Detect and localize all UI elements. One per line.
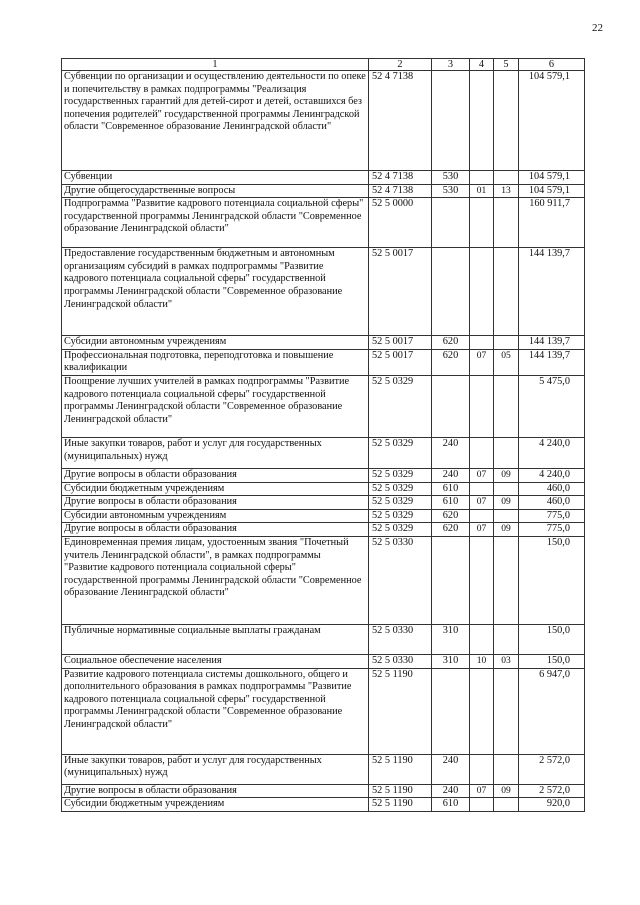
row-name: Субсидии автономным учреждениям [62, 336, 369, 350]
row-code: 52 5 0329 [369, 437, 432, 468]
row-sum: 150,0 [519, 654, 585, 668]
row-vr: 240 [432, 468, 470, 482]
row-pr [494, 198, 519, 248]
row-vr: 530 [432, 184, 470, 198]
row-code: 52 5 0329 [369, 523, 432, 537]
row-code: 52 5 0330 [369, 654, 432, 668]
table-row [62, 468, 585, 482]
row-vr [432, 668, 470, 754]
row-sum: 150,0 [519, 536, 585, 624]
row-rz [470, 375, 494, 437]
row-rz [470, 668, 494, 754]
row-code: 52 5 0000 [369, 198, 432, 248]
row-sum: 144 139,7 [519, 336, 585, 350]
row-code: 52 4 7138 [369, 184, 432, 198]
row-rz [470, 754, 494, 784]
row-sum: 144 139,7 [519, 349, 585, 375]
row-pr: 09 [494, 523, 519, 537]
column-header: 6 [519, 59, 585, 71]
row-pr [494, 668, 519, 754]
table-row [62, 71, 585, 171]
row-sum: 150,0 [519, 624, 585, 654]
row-pr [494, 336, 519, 350]
table-row [62, 184, 585, 198]
row-sum: 920,0 [519, 798, 585, 812]
column-header: 1 [62, 59, 369, 71]
row-pr [494, 71, 519, 171]
table-row [62, 523, 585, 537]
row-pr [494, 754, 519, 784]
row-vr: 610 [432, 798, 470, 812]
row-code: 52 5 0017 [369, 349, 432, 375]
row-code: 52 5 0329 [369, 482, 432, 496]
row-rz [470, 336, 494, 350]
row-code: 52 4 7138 [369, 71, 432, 171]
row-rz: 07 [470, 523, 494, 537]
row-code: 52 5 0330 [369, 624, 432, 654]
table-row [62, 482, 585, 496]
row-rz [470, 248, 494, 336]
column-header: 3 [432, 59, 470, 71]
table-row [62, 248, 585, 336]
row-sum: 104 579,1 [519, 184, 585, 198]
row-name: Другие общегосударственные вопросы [62, 184, 369, 198]
row-name: Другие вопросы в области образования [62, 784, 369, 798]
row-name: Развитие кадрового потенциала системы дошкольного, общего и дополнительного образования в рамках подпрограммы "Развитие кадрового потенциала социальной сферы" государственной программы Ленинградской области "Современное образование Ленинградской области" [62, 668, 369, 754]
row-sum: 6 947,0 [519, 668, 585, 754]
row-rz [470, 798, 494, 812]
table-row [62, 798, 585, 812]
row-code: 52 5 0329 [369, 468, 432, 482]
row-name: Субсидии бюджетным учреждениям [62, 482, 369, 496]
budget-table [61, 58, 585, 812]
row-rz: 07 [470, 349, 494, 375]
table-row [62, 198, 585, 248]
row-rz [470, 71, 494, 171]
row-name: Профессиональная подготовка, переподготовка и повышение квалификации [62, 349, 369, 375]
row-sum: 2 572,0 [519, 784, 585, 798]
row-code: 52 5 1190 [369, 798, 432, 812]
row-pr [494, 482, 519, 496]
table-row [62, 624, 585, 654]
row-vr [432, 71, 470, 171]
row-sum: 4 240,0 [519, 468, 585, 482]
table-row [62, 668, 585, 754]
row-pr [494, 437, 519, 468]
row-vr [432, 375, 470, 437]
row-sum: 460,0 [519, 482, 585, 496]
row-vr: 240 [432, 437, 470, 468]
table-row [62, 654, 585, 668]
row-rz [470, 509, 494, 523]
column-header: 5 [494, 59, 519, 71]
row-vr: 620 [432, 523, 470, 537]
row-code: 52 5 0330 [369, 536, 432, 624]
row-name: Социальное обеспечение населения [62, 654, 369, 668]
row-vr: 610 [432, 496, 470, 510]
row-name: Публичные нормативные социальные выплаты гражданам [62, 624, 369, 654]
row-vr [432, 536, 470, 624]
row-rz: 10 [470, 654, 494, 668]
table-row [62, 509, 585, 523]
row-vr: 240 [432, 754, 470, 784]
row-name: Субвенции по организации и осуществлению деятельности по опеке и попечительству в рамках подпрограммы "Реализация государственных гарантий для детей-сирот и детей, оставшихся без попечения родителей" государственной программы Ленинградской области "Современное образование Ленинградской области" [62, 71, 369, 171]
row-rz [470, 536, 494, 624]
row-name: Субвенции [62, 171, 369, 185]
row-pr: 09 [494, 496, 519, 510]
column-header: 2 [369, 59, 432, 71]
row-name: Иные закупки товаров, работ и услуг для государственных (муниципальных) нужд [62, 437, 369, 468]
row-rz [470, 482, 494, 496]
table-row [62, 375, 585, 437]
row-rz: 01 [470, 184, 494, 198]
row-vr: 620 [432, 509, 470, 523]
table-row [62, 336, 585, 350]
table-row [62, 496, 585, 510]
row-pr [494, 375, 519, 437]
table-row [62, 171, 585, 185]
row-pr [494, 536, 519, 624]
row-name: Другие вопросы в области образования [62, 496, 369, 510]
row-pr: 09 [494, 468, 519, 482]
row-sum: 460,0 [519, 496, 585, 510]
table-row [62, 437, 585, 468]
row-pr: 09 [494, 784, 519, 798]
row-code: 52 5 1190 [369, 668, 432, 754]
row-sum: 144 139,7 [519, 248, 585, 336]
row-pr [494, 171, 519, 185]
table-header-row [62, 59, 585, 71]
row-vr [432, 198, 470, 248]
row-sum: 104 579,1 [519, 71, 585, 171]
row-name: Другие вопросы в области образования [62, 468, 369, 482]
row-rz: 07 [470, 468, 494, 482]
row-code: 52 5 0329 [369, 496, 432, 510]
row-code: 52 4 7138 [369, 171, 432, 185]
row-sum: 4 240,0 [519, 437, 585, 468]
table-row [62, 349, 585, 375]
row-name: Предоставление государственным бюджетным и автономным организациям субсидий в рамках подпрограммы "Развитие кадрового потенциала социальной сферы" государственной программы Ленинградской области "Современное образование Ленинградской области" [62, 248, 369, 336]
row-pr [494, 509, 519, 523]
row-vr: 240 [432, 784, 470, 798]
column-header: 4 [470, 59, 494, 71]
row-sum: 775,0 [519, 523, 585, 537]
row-name: Иные закупки товаров, работ и услуг для государственных (муниципальных) нужд [62, 754, 369, 784]
row-name: Субсидии бюджетным учреждениям [62, 798, 369, 812]
row-sum: 2 572,0 [519, 754, 585, 784]
table-row [62, 784, 585, 798]
table-row [62, 754, 585, 784]
row-pr: 13 [494, 184, 519, 198]
row-sum: 160 911,7 [519, 198, 585, 248]
row-code: 52 5 1190 [369, 784, 432, 798]
row-code: 52 5 0017 [369, 248, 432, 336]
row-vr: 530 [432, 171, 470, 185]
row-code: 52 5 1190 [369, 754, 432, 784]
row-vr: 620 [432, 336, 470, 350]
row-rz [470, 171, 494, 185]
row-code: 52 5 0329 [369, 375, 432, 437]
row-pr: 05 [494, 349, 519, 375]
row-sum: 104 579,1 [519, 171, 585, 185]
row-rz [470, 624, 494, 654]
row-pr [494, 798, 519, 812]
row-name: Субсидии автономным учреждениям [62, 509, 369, 523]
row-rz: 07 [470, 496, 494, 510]
row-pr [494, 624, 519, 654]
table-row [62, 536, 585, 624]
row-vr: 620 [432, 349, 470, 375]
row-vr [432, 248, 470, 336]
row-code: 52 5 0329 [369, 509, 432, 523]
row-sum: 5 475,0 [519, 375, 585, 437]
row-rz [470, 198, 494, 248]
row-name: Подпрограмма "Развитие кадрового потенциала социальной сферы" государственной программы Ленинградской области "Современное образование Ленинградской области" [62, 198, 369, 248]
row-sum: 775,0 [519, 509, 585, 523]
row-name: Единовременная премия лицам, удостоенным звания "Почетный учитель Ленинградской области", в рамках подпрограммы "Развитие кадрового потенциала социальной сферы" государственной программы Ленинградской области "Современное образование Ленинградской области" [62, 536, 369, 624]
row-vr: 310 [432, 624, 470, 654]
row-name: Поощрение лучших учителей в рамках подпрограммы "Развитие кадрового потенциала социальной сферы" государственной программы Ленинградской области "Современное образование Ленинградской области" [62, 375, 369, 437]
row-pr [494, 248, 519, 336]
row-vr: 610 [432, 482, 470, 496]
row-name: Другие вопросы в области образования [62, 523, 369, 537]
row-vr: 310 [432, 654, 470, 668]
row-rz [470, 437, 494, 468]
row-rz: 07 [470, 784, 494, 798]
page-number: 22 [592, 22, 603, 34]
row-pr: 03 [494, 654, 519, 668]
row-code: 52 5 0017 [369, 336, 432, 350]
